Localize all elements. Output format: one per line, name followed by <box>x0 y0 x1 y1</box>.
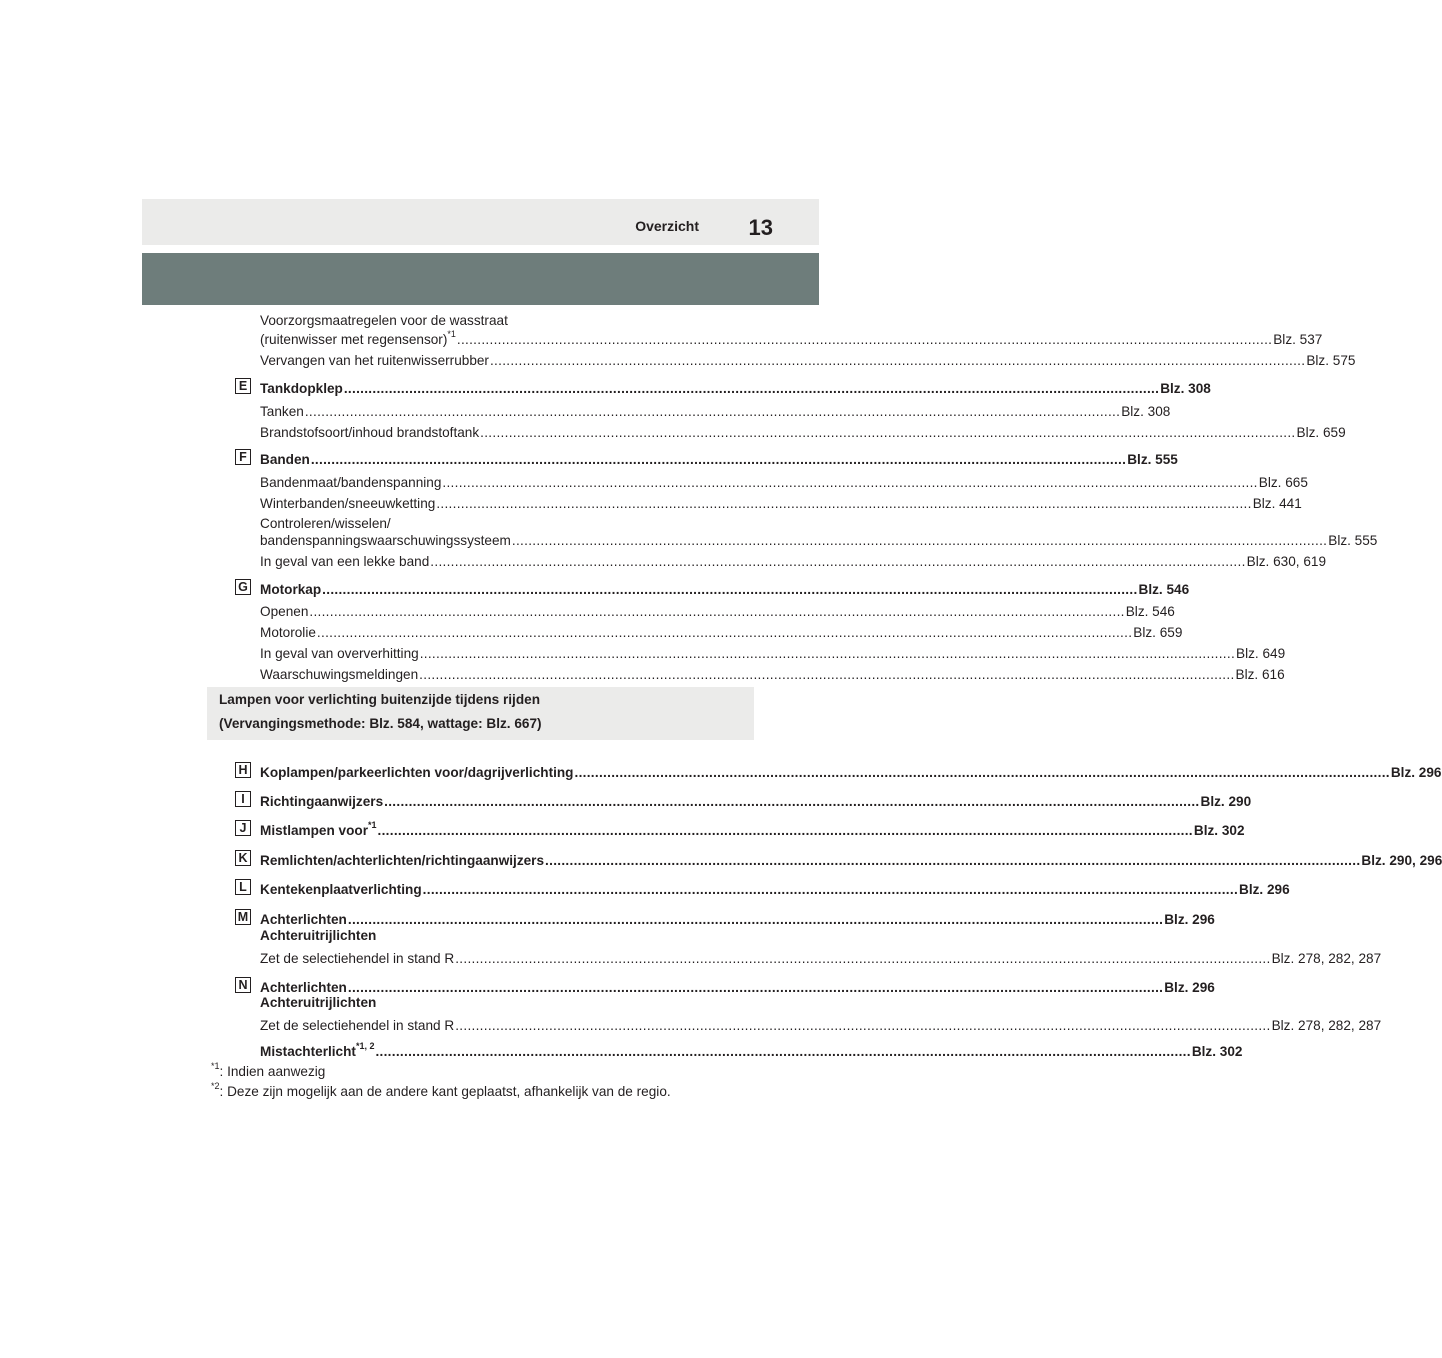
marker-m: M <box>235 909 251 925</box>
leader-dots: ........................................................................................................................................................................................................ <box>456 332 1273 347</box>
toc-entry-label: (ruitenwisser met regensensor) <box>260 332 448 347</box>
toc-entry-label: Openen <box>260 604 309 619</box>
toc-entry-richtingaanwijzers[interactable] <box>260 792 1252 812</box>
section-title: Overzicht <box>635 218 699 234</box>
leader-dots: ........................................................................................................................................................................................................ <box>377 823 1193 838</box>
marker-e: E <box>235 378 251 394</box>
toc-entry-page: Blz. 296 <box>1390 765 1442 780</box>
toc-entry-page: Blz. 302 <box>1191 1044 1243 1059</box>
toc-entry-label: Banden <box>260 452 310 467</box>
page-header <box>142 199 819 245</box>
footnote-mark: *2 <box>211 1081 220 1092</box>
toc-entry-label: In geval van een lekke band <box>260 554 430 569</box>
lamps-title: Lampen voor verlichting buitenzijde tijdens rijden <box>219 692 541 707</box>
toc-entry-label: Mistlampen voor <box>260 823 369 838</box>
leader-dots: ........................................................................................................................................................................................................ <box>442 475 1258 490</box>
footnote-ref: *1 <box>447 329 456 340</box>
toc-entry-page: Blz. 546 <box>1125 604 1175 619</box>
footnote-text: : Deze zijn mogelijk aan de andere kant geplaatst, afhankelijk van de regio. <box>219 1084 671 1099</box>
toc-entry-label: Richtingaanwijzers <box>260 794 384 809</box>
toc-entry-label: Tankdopklep <box>260 381 343 396</box>
footnote-ref: *1, 2 <box>355 1041 375 1052</box>
marker-n: N <box>235 977 251 993</box>
leader-dots: ........................................................................................................................................................................................................ <box>436 496 1252 511</box>
lamps-subtitle: (Vervangingsmethode: Blz. 584, wattage: Blz. 667) <box>219 716 542 731</box>
toc-entry-openen[interactable] <box>260 602 1175 622</box>
leader-dots: ........................................................................................................................................................................................................ <box>347 912 1164 927</box>
toc-entry-motorkap[interactable] <box>260 580 1190 600</box>
leader-dots: ........................................................................................................................................................................................................ <box>343 381 1160 396</box>
toc-entry-page: Blz. 308 <box>1160 381 1211 396</box>
toc-entry-label: bandenspanningswaarschuwingssysteem <box>260 533 511 548</box>
leader-dots: ........................................................................................................................................................................................................ <box>316 625 1133 640</box>
toc-entry-label: Waarschuwingsmeldingen <box>260 667 419 682</box>
leader-dots: ........................................................................................................................................................................................................ <box>304 404 1121 419</box>
marker-k: K <box>235 850 251 866</box>
toc-entry-page: Blz. 555 <box>1328 533 1378 548</box>
leader-dots: ........................................................................................................................................................................................................ <box>384 794 1200 809</box>
toc-entry-page: Blz. 555 <box>1127 452 1178 467</box>
toc-entry-label: Achterlichten <box>260 912 347 927</box>
footnote-mark: *1 <box>211 1061 220 1072</box>
toc-entry-label: Achterlichten <box>260 980 347 995</box>
toc-entry-text: Voorzorgsmaatregelen voor de wasstraat <box>260 313 508 328</box>
toc-entry-motorolie[interactable] <box>260 623 1183 643</box>
toc-entry-text: Controleren/wisselen/ <box>260 516 391 531</box>
toc-entry-label: Brandstofsoort/inhoud brandstoftank <box>260 425 480 440</box>
leader-dots: ........................................................................................................................................................................................................ <box>375 1044 1191 1059</box>
toc-entry-label: Remlichten/achterlichten/richtingaanwijzers <box>260 853 545 868</box>
toc-entry-controleren[interactable] <box>260 531 1378 551</box>
toc-entry-page: Blz. 296 <box>1164 980 1215 995</box>
toc-entry-page: Blz. 302 <box>1193 823 1245 838</box>
toc-entry-page: Blz. 537 <box>1273 332 1323 347</box>
toc-entry-mistachterlicht[interactable] <box>260 1041 1243 1062</box>
toc-entry-kentekenplaat[interactable] <box>260 880 1290 900</box>
toc-entry-page: Blz. 296 <box>1239 882 1290 897</box>
header-band <box>142 253 819 305</box>
toc-entry-label: Zet de selectiehendel in stand R <box>260 1018 455 1033</box>
toc-entry-brandstof[interactable] <box>260 423 1346 443</box>
page-number: 13 <box>748 215 773 240</box>
leader-dots: ........................................................................................................................................................................................................ <box>430 554 1246 569</box>
leader-dots: ........................................................................................................................................................................................................ <box>310 452 1127 467</box>
marker-j: J <box>235 820 251 836</box>
toc-entry-page: Blz. 649 <box>1236 646 1286 661</box>
footnote-1 <box>211 1062 325 1082</box>
leader-dots: ........................................................................................................................................................................................................ <box>419 646 1236 661</box>
toc-entry-koplampen[interactable] <box>260 763 1442 783</box>
toc-entry-page: Blz. 278, 282, 287 <box>1271 1018 1382 1033</box>
leader-dots: ........................................................................................................................................................................................................ <box>322 582 1138 597</box>
leader-dots: ........................................................................................................................................................................................................ <box>455 1018 1271 1033</box>
toc-entry-selectiehendel-n[interactable] <box>260 1016 1382 1036</box>
toc-entry-heading: Achteruitrijlichten <box>260 995 377 1010</box>
toc-entry-page: Blz. 630, 619 <box>1246 554 1327 569</box>
toc-entry-page: Blz. 659 <box>1133 625 1183 640</box>
leader-dots: ........................................................................................................................................................................................................ <box>480 425 1296 440</box>
marker-f: F <box>235 449 251 465</box>
toc-entry-page: Blz. 290 <box>1200 794 1252 809</box>
toc-entry-oververhitting[interactable] <box>260 644 1286 664</box>
footnote-ref: *1 <box>368 820 377 831</box>
leader-dots: ........................................................................................................................................................................................................ <box>545 853 1361 868</box>
toc-entry-label: Zet de selectiehendel in stand R <box>260 951 455 966</box>
leader-dots: ........................................................................................................................................................................................................ <box>347 980 1164 995</box>
leader-dots: ........................................................................................................................................................................................................ <box>419 667 1235 682</box>
toc-entry-waarschuwing[interactable] <box>260 665 1285 685</box>
marker-h: H <box>235 762 251 778</box>
toc-entry-label: Tanken <box>260 404 304 419</box>
leader-dots: ........................................................................................................................................................................................................ <box>574 765 1390 780</box>
toc-entry-label: In geval van oververhitting <box>260 646 419 661</box>
marker-i: I <box>235 791 251 807</box>
toc-entry-page: Blz. 441 <box>1252 496 1302 511</box>
toc-entry-page: Blz. 278, 282, 287 <box>1271 951 1382 966</box>
toc-entry-label: Koplampen/parkeerlichten voor/dagrijverlichting <box>260 765 574 780</box>
toc-entry-winterbanden[interactable] <box>260 494 1302 514</box>
toc-entry-banden[interactable] <box>260 450 1178 470</box>
toc-entry-page: Blz. 296 <box>1164 912 1215 927</box>
toc-entry-heading: Achteruitrijlichten <box>260 928 377 943</box>
toc-entry-mistlampen-voor[interactable] <box>260 820 1245 841</box>
leader-dots: ........................................................................................................................................................................................................ <box>511 533 1328 548</box>
toc-entry-label: Kentekenplaatverlichting <box>260 882 422 897</box>
footnote-text: : Indien aanwezig <box>219 1064 326 1079</box>
leader-dots: ........................................................................................................................................................................................................ <box>489 353 1306 368</box>
marker-l: L <box>235 879 251 895</box>
toc-entry-tankdopklep[interactable] <box>260 379 1211 399</box>
toc-entry-page: Blz. 290, 296 <box>1361 853 1442 868</box>
toc-entry-page: Blz. 616 <box>1235 667 1285 682</box>
toc-entry-label: Motorkap <box>260 582 322 597</box>
leader-dots: ........................................................................................................................................................................................................ <box>309 604 1125 619</box>
toc-entry-ruitenwisser[interactable] <box>260 351 1356 371</box>
leader-dots: ........................................................................................................................................................................................................ <box>422 882 1239 897</box>
toc-entry-page: Blz. 659 <box>1296 425 1346 440</box>
footnote-2 <box>211 1082 671 1102</box>
toc-entry-label: Mistachterlicht <box>260 1044 356 1059</box>
toc-entry-wasstraat[interactable] <box>260 329 1323 350</box>
toc-entry-lekke-band[interactable] <box>260 552 1327 572</box>
lamps-section-header <box>207 687 754 740</box>
toc-entry-page: Blz. 665 <box>1258 475 1308 490</box>
toc-entry-label: Vervangen van het ruitenwisserrubber <box>260 353 489 368</box>
marker-g: G <box>235 579 251 595</box>
leader-dots: ........................................................................................................................................................................................................ <box>455 951 1271 966</box>
toc-entry-label: Winterbanden/sneeuwketting <box>260 496 436 511</box>
toc-entry-page: Blz. 308 <box>1121 404 1171 419</box>
toc-entry-remlichten[interactable] <box>260 851 1442 871</box>
toc-entry-tanken[interactable] <box>260 402 1171 422</box>
toc-entry-page: Blz. 546 <box>1138 582 1190 597</box>
toc-entry-bandenmaat[interactable] <box>260 473 1308 493</box>
toc-entry-page: Blz. 575 <box>1306 353 1356 368</box>
toc-entry-label: Motorolie <box>260 625 316 640</box>
toc-entry-label: Bandenmaat/bandenspanning <box>260 475 442 490</box>
toc-entry-selectiehendel-m[interactable] <box>260 949 1382 969</box>
